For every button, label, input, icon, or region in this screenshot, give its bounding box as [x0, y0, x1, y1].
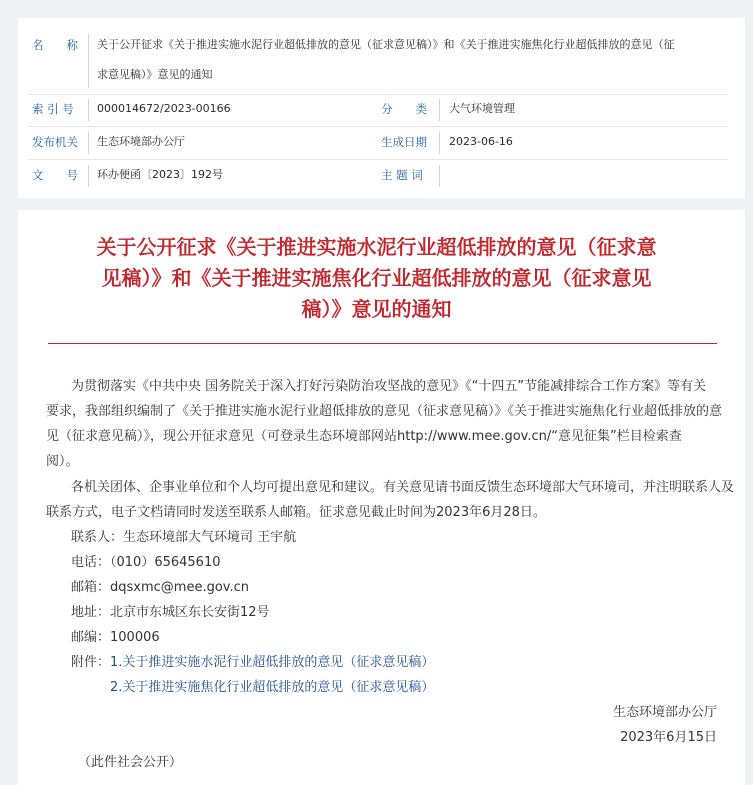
- title-line-3: 稿）》意见的通知: [301, 297, 452, 321]
- contact-phone: 电话：（010）65645610: [71, 555, 221, 570]
- document-title: [0, 232, 753, 325]
- issuer-label: 发布机关: [32, 135, 78, 149]
- title-line-2: 见稿）》和《关于推进实施焦化行业超低排放的意见（征求意见: [101, 266, 652, 290]
- contact-person: 联系人：生态环境部大气环境司 王宇航: [71, 530, 297, 545]
- paragraph-2-line-1: 各机关团体、企事业单位和个人均可提出意见和建议。有关意见请书面反馈生态环境部大气环境司，并注明联系人及: [71, 480, 735, 495]
- signature: 生态环境部办公厅: [612, 705, 717, 720]
- name-value-line2: 求意见稿）》意见的通知: [97, 68, 213, 81]
- docno-value: 环办便函〔2023〕192号: [97, 168, 223, 181]
- docno-label: 文 号: [32, 168, 78, 182]
- category-label: 分 类: [381, 102, 427, 116]
- row-divider: [28, 94, 728, 95]
- attachment-link-1[interactable]: 1.关于推进实施水泥行业超低排放的意见（征求意见稿）: [110, 655, 435, 670]
- divider: [439, 132, 440, 154]
- category-value: 大气环境管理: [449, 102, 515, 115]
- paragraph-1-line-1: 为贯彻落实《中共中央 国务院关于深入打好污染防治攻坚战的意见》《“十四五”节能减排综合工作方案》等有关: [71, 379, 707, 394]
- public-note: （此件社会公开）: [78, 755, 183, 770]
- attachment-link-2[interactable]: 2.关于推进实施焦化行业超低排放的意见（征求意见稿）: [110, 680, 435, 695]
- paragraph-1-line-3: 见（征求意见稿）》，现公开征求意见（可登录生态环境部网站http://www.mee.gov.cn/“意见征集”栏目检索查: [46, 429, 682, 444]
- name-label: 名 称: [32, 38, 78, 52]
- date-value: 2023-06-16: [449, 135, 513, 148]
- contact-address: 地址：北京市东城区东长安街12号: [71, 605, 270, 620]
- row-divider: [28, 126, 728, 127]
- divider: [88, 99, 89, 121]
- contact-postcode: 邮编：100006: [71, 630, 160, 645]
- divider: [439, 165, 440, 187]
- row-divider: [28, 159, 728, 160]
- paragraph-2-line-2: 联系方式，电子文档请同时发送至联系人邮箱。征求意见截止时间为2023年6月28日。: [46, 505, 546, 520]
- index-value: 000014672/2023-00166: [97, 102, 231, 115]
- contact-email: 邮箱：dqsxmc@mee.gov.cn: [71, 580, 249, 595]
- name-value-line1: 关于公开征求《关于推进实施水泥行业超低排放的意见（征求意见稿）》和《关于推进实施焦化行业超低排放的意见（征: [97, 38, 675, 51]
- paragraph-1-line-2: 要求，我部组织编制了《关于推进实施水泥行业超低排放的意见（征求意见稿）》《关于推进实施焦化行业超低排放的意: [46, 404, 723, 419]
- signature-date: 2023年6月15日: [620, 730, 717, 745]
- index-label: 索 引 号: [32, 102, 74, 116]
- topic-label: 主 题 词: [381, 168, 423, 182]
- divider: [88, 132, 89, 154]
- date-label: 生成日期: [381, 135, 427, 149]
- title-line-1: 关于公开征求《关于推进实施水泥行业超低排放的意见（征求意: [96, 235, 657, 259]
- paragraph-1-line-4: 阅）。: [46, 454, 79, 469]
- divider: [88, 165, 89, 187]
- divider: [439, 99, 440, 121]
- title-divider: [48, 343, 717, 344]
- issuer-value: 生态环境部办公厅: [97, 135, 185, 148]
- divider: [88, 34, 89, 88]
- attachments-label: 附件：: [71, 655, 111, 670]
